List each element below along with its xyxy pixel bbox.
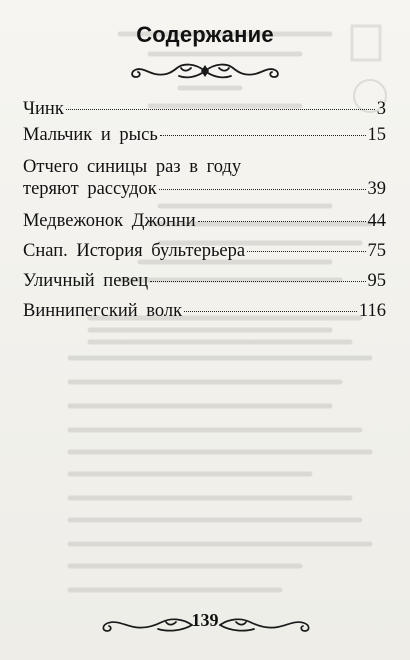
- toc-entry[interactable]: [23, 210, 386, 232]
- toc-entry[interactable]: [23, 98, 386, 120]
- toc-entry-title-line1: Отчего синицы раз в году: [23, 157, 242, 177]
- dot-leader: [247, 251, 365, 252]
- toc-entry-page: 39: [367, 179, 386, 199]
- page-title: Содержание: [136, 22, 274, 47]
- toc-entry-page: 15: [367, 125, 386, 145]
- toc-entry-title: Уличный певец: [23, 271, 149, 291]
- toc-entry[interactable]: [23, 156, 386, 200]
- toc-entry[interactable]: [23, 300, 386, 322]
- bottom-right-ornament-icon: [218, 614, 314, 636]
- page-number: 139: [191, 610, 219, 630]
- table-of-contents: [23, 98, 386, 321]
- toc-entry-title: Медвежонок Джонни: [23, 211, 196, 231]
- toc-entry-title: Снап. История бультерьера: [23, 241, 246, 261]
- top-ornament-icon: [125, 58, 285, 84]
- toc-entry[interactable]: [23, 270, 386, 292]
- dot-leader: [184, 311, 357, 312]
- toc-entry-page: 116: [358, 301, 386, 321]
- dot-leader: [160, 135, 366, 136]
- toc-entry-page: 3: [376, 99, 386, 119]
- toc-entry-page: 95: [367, 271, 386, 291]
- toc-entry-page: 75: [367, 241, 386, 261]
- toc-entry-title-line2: теряют рассудок: [23, 179, 157, 199]
- toc-entry[interactable]: [23, 124, 386, 146]
- dot-leader: [66, 109, 375, 110]
- dot-leader: [150, 281, 365, 282]
- toc-entry-title: Виннипегский волк: [23, 301, 183, 321]
- toc-entry-title: Мальчик и рысь: [23, 125, 158, 145]
- dot-leader: [198, 221, 366, 222]
- toc-entry[interactable]: [23, 240, 386, 262]
- toc-entry-title: Чинк: [23, 99, 64, 119]
- toc-entry-page: 44: [367, 211, 386, 231]
- dot-leader: [159, 189, 366, 190]
